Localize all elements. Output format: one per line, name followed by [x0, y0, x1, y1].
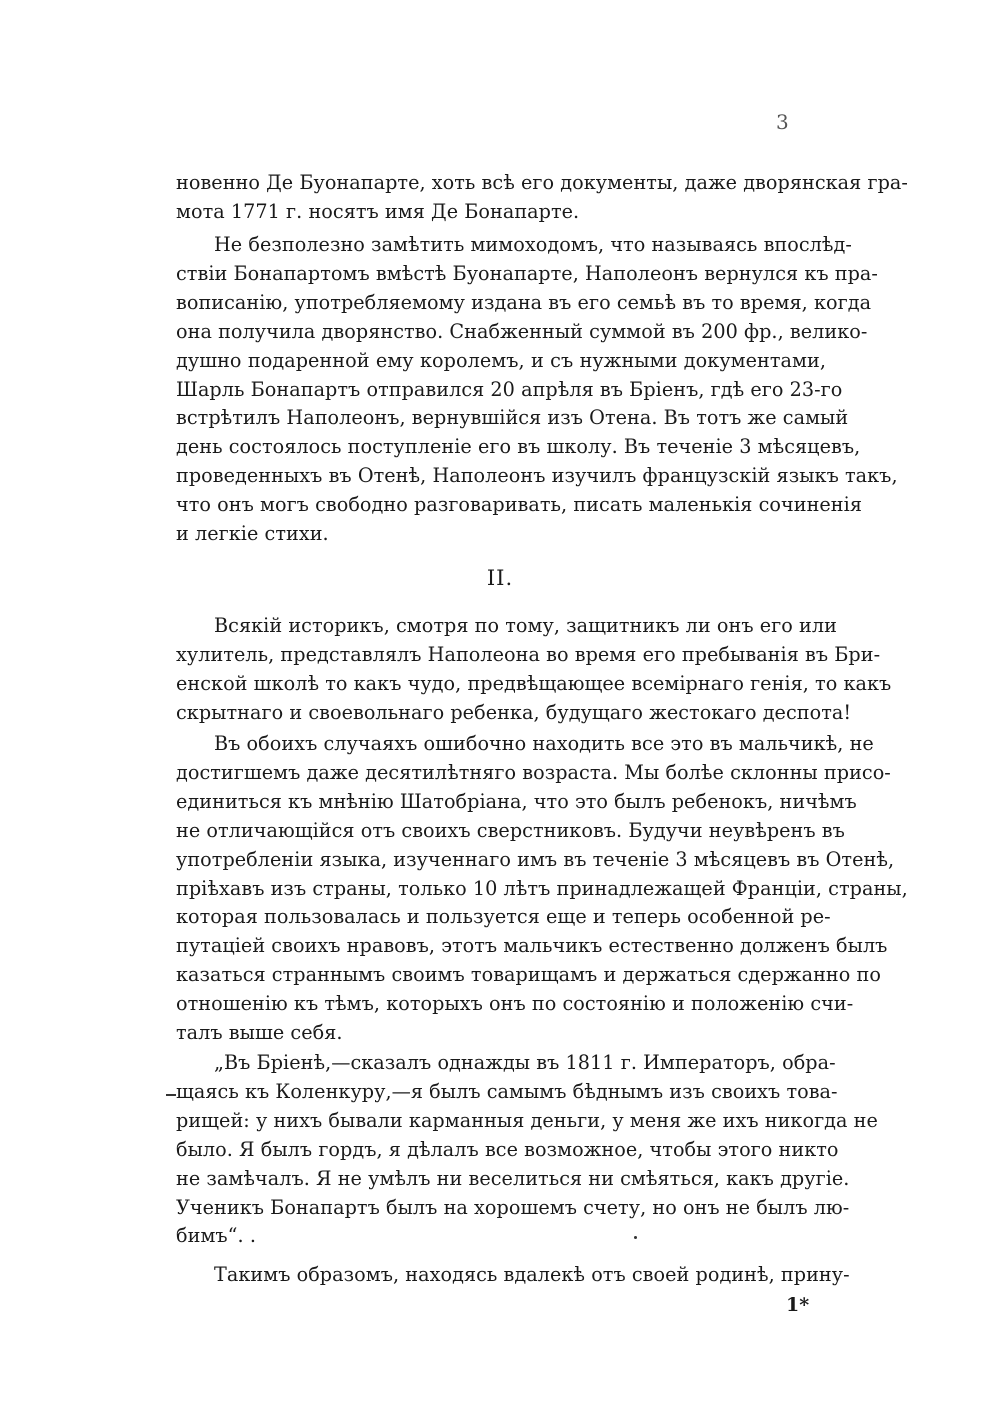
- text-line: Всякій историкъ, смотря по тому, защитникъ ли онъ его или: [214, 614, 837, 637]
- text-line: встрѣтилъ Наполеонъ, вернувшійся изъ Отена. Въ тотъ же самый: [176, 406, 849, 430]
- text-line: рищей: у нихъ бывали карманныя деньги, у меня же ихъ никогда не: [176, 1108, 878, 1132]
- text-line: было. Я былъ гордъ, я дѣлалъ все возможное, чтобы этого никто: [176, 1137, 839, 1161]
- text-line: она получила дворянство. Снабженный суммой въ 200 фр., велико-: [176, 319, 868, 343]
- text-line: которая пользовалась и пользуется еще и теперь особенной ре-: [176, 905, 831, 929]
- text-line: Не безполезно замѣтить мимоходомъ, что называясь впослѣд-: [214, 233, 852, 256]
- paragraph-closing: [176, 1261, 850, 1290]
- text-line: путаціей своихъ нравовъ, этотъ мальчикъ естественно долженъ былъ: [176, 934, 888, 958]
- paragraph-historians: [176, 612, 892, 728]
- paragraph-spelling-note: [176, 231, 898, 549]
- text-line: Такимъ образомъ, находясь вдалекѣ отъ своей родинѣ, прину-: [214, 1263, 850, 1286]
- paragraph-emperor-quote: [176, 1049, 878, 1251]
- text-line: енской школѣ то какъ чудо, предвѣщающее всемірнаго генія, то какъ: [176, 671, 892, 695]
- text-line: пріѣхавъ изъ страны, только 10 лѣтъ принадлежащей Франціи, страны,: [176, 876, 908, 900]
- text-line: бимъ“. .: [176, 1224, 256, 1248]
- text-line: употребленіи языка, изученнаго имъ въ теченіе 3 мѣсяцевъ въ Отенѣ,: [176, 847, 895, 871]
- text-line: не отличающійся отъ своихъ сверстниковъ. Будучи неувѣренъ въ: [176, 818, 845, 842]
- text-line: казаться страннымъ своимъ товарищамъ и держаться сдержанно по: [176, 963, 881, 987]
- text-line: не замѣчалъ. Я не умѣлъ ни веселиться ни смѣяться, какъ другіе.: [176, 1166, 850, 1190]
- print-speck: [634, 1236, 637, 1239]
- paragraph-continuation: [176, 169, 908, 227]
- margin-dash-mark: [166, 1094, 176, 1096]
- text-line: „Въ Бріенѣ,—сказалъ однажды въ 1811 г. Императоръ, обра-: [214, 1051, 836, 1074]
- text-line: отношенію къ тѣмъ, которыхъ онъ по состоянію и положенію счи-: [176, 992, 854, 1016]
- text-line: ствіи Бонапартомъ вмѣстѣ Буонапарте, Наполеонъ вернулся къ пра-: [176, 261, 878, 285]
- text-line: Шарль Бонапартъ отправился 20 апрѣля въ Бріенъ, гдѣ его 23-го: [176, 377, 843, 401]
- paragraph-boy-description: [176, 730, 908, 1048]
- page-number: 3: [776, 110, 789, 134]
- text-line: скрытнаго и своевольнаго ребенка, будущаго жестокаго деспота!: [176, 700, 852, 724]
- text-line: Ученикъ Бонапартъ былъ на хорошемъ счету, но онъ не былъ лю-: [176, 1195, 850, 1219]
- text-line: щаясь къ Коленкуру,—я былъ самымъ бѣднымъ изъ своихъ това-: [176, 1079, 838, 1103]
- section-heading: II.: [486, 566, 514, 590]
- text-line: и легкіе стихи.: [176, 522, 329, 546]
- text-line: день состоялось поступленіе его въ школу. Въ теченіе 3 мѣсяцевъ,: [176, 435, 861, 459]
- text-line: единиться къ мнѣнію Шатобріана, что это былъ ребенокъ, ничѣмъ: [176, 789, 857, 813]
- text-line: Въ обоихъ случаяхъ ошибочно находить все это въ мальчикѣ, не: [214, 732, 874, 755]
- text-line: душно подаренной ему королемъ, и съ нужными документами,: [176, 348, 826, 372]
- text-line: достигшемъ даже десятилѣтняго возраста. Мы болѣе склонны присо-: [176, 760, 891, 784]
- text-line: талъ выше себя.: [176, 1021, 343, 1045]
- text-line: вописанію, употребляемому издана въ его семьѣ въ то время, когда: [176, 290, 872, 314]
- text-line: хулитель, представлялъ Наполеона во время его пребыванія въ Бри-: [176, 642, 881, 666]
- text-line: мота 1771 г. носятъ имя Де Бонапарте.: [176, 199, 580, 223]
- text-line: новенно Де Буонапарте, хоть всѣ его документы, даже дворянская гра-: [176, 171, 908, 194]
- printer-signature-mark: 1*: [786, 1294, 810, 1316]
- text-line: что онъ могъ свободно разговаривать, писать маленькія сочиненія: [176, 493, 862, 517]
- text-line: проведенныхъ въ Отенѣ, Наполеонъ изучилъ французскій языкъ такъ,: [176, 464, 898, 488]
